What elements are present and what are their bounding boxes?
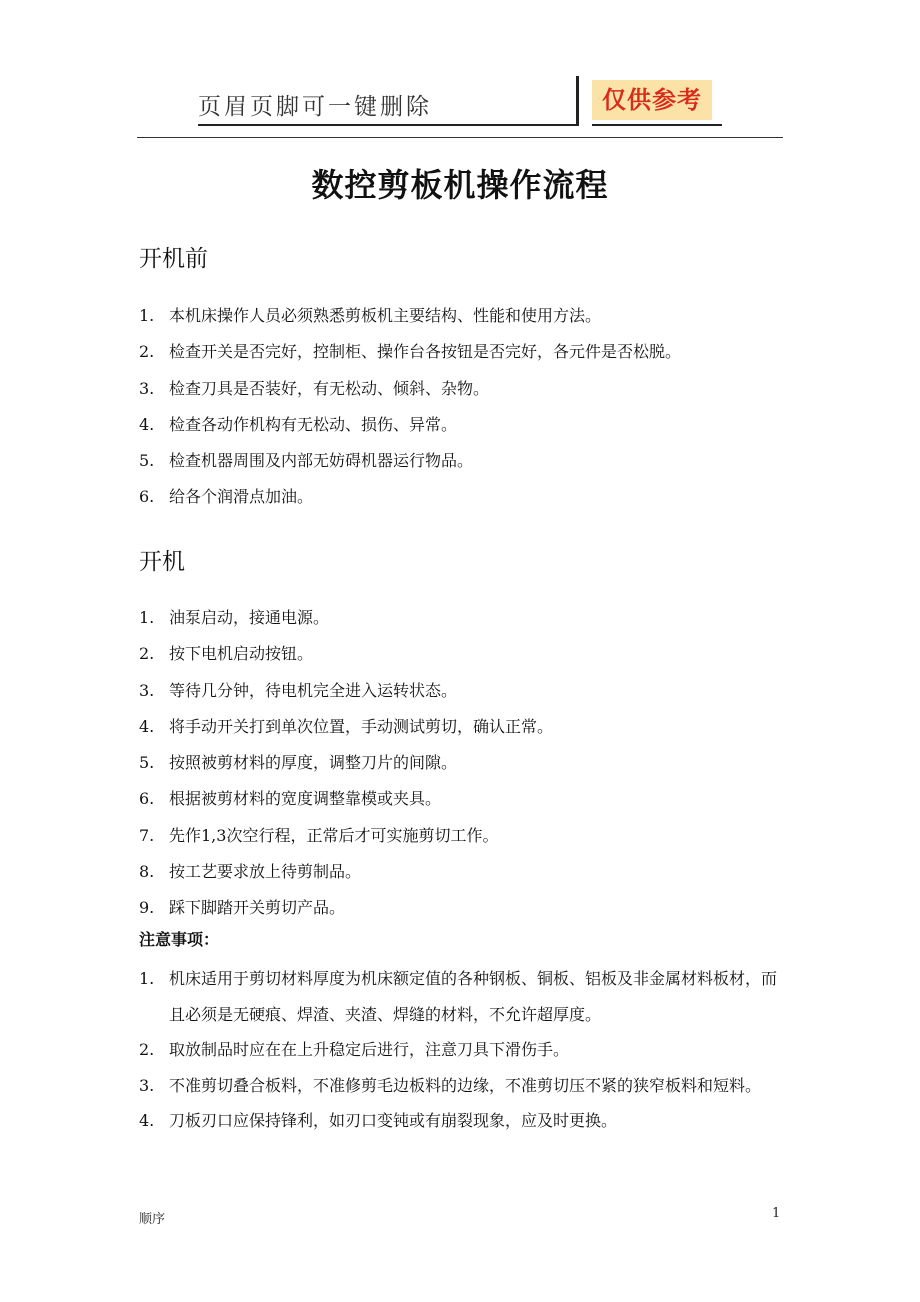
footer-left-text: 顺序 [139, 1212, 166, 1227]
list-item: 7. 先作1,3次空行程，正常后才可实施剪切工作。 [139, 825, 499, 845]
list-item: 1. 机床适用于剪切材料厚度为机床额定值的各种钢板、铜板、铝板及非金属材料板材，而且必须是无硬痕、焊渣、夹渣、焊缝的材料，不允许超厚度。 [139, 969, 778, 1024]
document-title: 数控剪板机操作流程 [311, 166, 609, 204]
header-underline [198, 124, 578, 126]
list-item: 4. 刀板刃口应保持锋利，如刃口变钝或有崩裂现象，应及时更换。 [139, 1111, 618, 1130]
list-item: 8. 按工艺要求放上待剪制品。 [139, 862, 362, 882]
list-item: 5. 检查机器周围及内部无妨碍机器运行物品。 [139, 451, 474, 471]
badge-underline [592, 124, 722, 126]
list-item: 3. 检查刀具是否装好，有无松动、倾斜、杂物。 [139, 378, 490, 398]
start-list [139, 600, 789, 927]
page-header [0, 70, 920, 140]
page-number: 1 [772, 1206, 781, 1221]
list-item: 6. 给各个润滑点加油。 [139, 487, 314, 507]
list-item: 3. 不准剪切叠合板料，不准修剪毛边板料的边缘，不准剪切压不紧的狭窄板料和短料。 [139, 1075, 762, 1095]
list-item: 1. 本机床操作人员必须熟悉剪板机主要结构、性能和使用方法。 [139, 306, 602, 325]
list-item: 2. 检查开关是否完好，控制柜、操作台各按钮是否完好，各元件是否松脱。 [139, 342, 682, 362]
notes-list [139, 961, 789, 1139]
notes-label: 注意事项： [139, 930, 220, 949]
list-item: 5. 按照被剪材料的厚度，调整刀片的间隙。 [139, 753, 458, 773]
header-divider [576, 76, 579, 126]
list-item: 4. 检查各动作机构有无松动、损伤、异常。 [139, 414, 458, 434]
header-rule [137, 137, 783, 138]
reference-badge: 仅供参考 [592, 80, 712, 120]
list-item: 2. 按下电机启动按钮。 [139, 644, 314, 664]
section-heading-start: 开机 [139, 549, 185, 575]
header-text: 页眉页脚可一键删除 [198, 94, 432, 120]
list-item: 1. 油泵启动，接通电源。 [139, 608, 330, 627]
list-item: 2. 取放制品时应在在上升稳定后进行，注意刀具下滑伤手。 [139, 1040, 570, 1059]
before-start-list [139, 298, 789, 516]
list-item: 9. 踩下脚踏开关剪切产品。 [139, 898, 346, 918]
list-item: 3. 等待几分钟，待电机完全进入运转状态。 [139, 680, 458, 700]
section-heading-before-start: 开机前 [139, 246, 208, 272]
list-item: 4. 将手动开关打到单次位置，手动测试剪切，确认正常。 [139, 716, 554, 736]
list-item: 6. 根据被剪材料的宽度调整靠模或夹具。 [139, 789, 442, 809]
